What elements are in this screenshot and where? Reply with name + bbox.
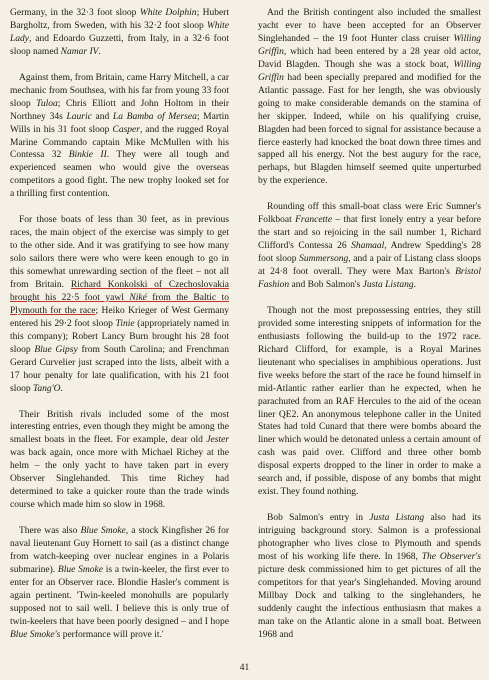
italic-text: Binkie II	[68, 150, 107, 161]
paragraph	[10, 214, 229, 395]
paragraph	[258, 7, 481, 188]
text-run: Though not the most prepossessing entries, they still provided some interesting snippets of information for the enthusiasts following the build-up to the 1972 race. Richard Clifford, for example, is a Royal Marines lieutenant who specialises in amphibious operations. Just five weeks before the start of the race he found himself in mid-Atlantic rather earlier than he expected, when he parachuted from an RAF Hercules to the aid of the ocean liner QE2. An anonymous telephone caller in the United States had told Cunard that there were bombs aboard the liner which would be detonated unless a certain amount of cash was paid over. Clifford and three other bomb disposal experts dropped to the liner in order to make a search and, if possible, dispose of any bombs that might exist. They found nothing.	[258, 305, 481, 498]
italic-text: Justa Listang	[369, 513, 425, 524]
italic-text: Blue Smoke	[80, 526, 126, 537]
italic-text: Jester	[206, 435, 229, 446]
italic-text: Casper	[112, 124, 140, 135]
underlined-text: Richard Konkolski of Czechoslovakia brought his 22·5 foot yawl	[10, 279, 230, 303]
text-run: (appropriately named in this company); Robert Lancy Burn brought his 28 foot sloop	[10, 318, 229, 355]
text-run: is a twin-keeler, the first ever to enter for an Observer race. Blondie Hasler's comment is again pertinent. 'Twin-keeled monohulls are popularly supposed not to sail well. I believe this is only true of twin-keelers that have been poorly designed – and I hope	[10, 564, 230, 627]
text-run: Their British rivals included some of the most interesting entries, even though they might be among the smallest boats in the fleet. For example, dear old	[10, 409, 229, 446]
text-run: , Andrew Spedding's 28 foot sloop	[258, 241, 481, 265]
italic-text: Tang'O	[32, 383, 61, 394]
text-run: Against them, from Britain, came Harry Mitchell, a car mechanic from Southsea, with his far from young 33 foot sloop	[10, 72, 229, 109]
right-column	[258, 7, 481, 642]
text-run: performance will prove it.'	[60, 629, 164, 640]
text-run: .	[413, 280, 416, 290]
text-run: was back again, once more with Michael Richey at the helm – the only yacht to have taken part in every Observer Singlehanded. This time Richey had determined to take a quicker route than the trade winds course which made him so slow in 1968.	[10, 448, 229, 511]
underlined-text: from the Baltic to Plymouth for the race	[10, 292, 229, 316]
italic-text: White Lady	[10, 20, 229, 44]
italic-text: The Observer's	[421, 551, 481, 562]
italic-text: Francette	[295, 215, 333, 226]
text-run: , which had been entered by a 28 year old actor, David Blagden. Though she was a stock boat,	[258, 46, 481, 70]
text-run: ; Chris Elliott and John Holtom in their Northney 34s	[10, 98, 229, 122]
text-run: , and the rugged Royal Marine Commando captain Mike McMullen with his Contessa 32	[10, 124, 229, 161]
italic-text: Justa Listang	[362, 280, 414, 290]
text-run: Bob Salmon's entry in	[267, 513, 370, 524]
italic-text: Tuloa	[36, 98, 58, 109]
text-run: – that first lonely entry a year before the start and so rejoicing in the sail number 1, Richard Clifford's Contessa 26	[258, 215, 482, 252]
italic-text: Blue Smoke's	[10, 629, 61, 640]
text-run: And the British contingent also included the smallest yacht ever to have been accepted for an Observer Singlehanded – the 19 foot Hunter class cruiser	[258, 8, 481, 44]
text-run: ; Martin Wills in his 31 foot sloop	[10, 111, 230, 135]
italic-text: Willing Griffin	[258, 59, 481, 83]
text-run: , and a pair of Listang class sloops at 24·8 foot overall. They were Max Barton's	[258, 254, 481, 278]
text-run: from South Carolina; and Frenchman Gerard Curvelier just scraped into the lists, albeit with a 17 hour penalty for late qualification, with his 21 foot sloop	[10, 344, 229, 394]
left-column	[10, 7, 229, 642]
text-run: ; Hubert Bargholtz, from Sweden, with his 32·2 foot sloop	[10, 8, 229, 31]
italic-text: Shamaal	[351, 241, 385, 252]
text-run: , and Edoardo Guzzetti, from Italy, in a 32·6 foot sloop named	[10, 33, 229, 57]
italic-text: La Bamba of Mersea	[112, 111, 197, 122]
italic-text: Willing Griffin	[258, 33, 481, 57]
text-run: Germany, in the 32·3 foot sloop	[10, 8, 140, 18]
text-run: also had its intriguing background story. Salmon is a professional photographer who lives close to Plymouth and spends most of his working life there. In 1968,	[258, 513, 481, 562]
text-run: picture desk commissioned him to get pictures of all the competitors for that year's Singlehanded. Moving around Millbay Dock and talking to the singlehanders, he suddenly caught the infectious enthusiasm that makes a man take on the Atlantic alone in a small boat. Between 1968 and	[258, 564, 481, 640]
text-run: Rounding off this small-boat class were Eric Sumner's Folkboat	[258, 202, 481, 226]
italic-text: Lauric	[66, 111, 92, 122]
italic-text: Bristol Fashion	[258, 267, 481, 290]
page-number: 41	[239, 663, 250, 673]
text-run: ; Heiko Krieger of West Germany entered his 29·2 foot sloop	[10, 305, 229, 329]
paragraph	[258, 512, 481, 642]
paragraph	[258, 201, 481, 292]
text-run: and	[91, 111, 113, 122]
text-run: , a stock Kingfisher 26 for naval lieutenant Guy Hornett to sail (as a distinct change from watch-keeping over nuclear engines in a Polaris submarine).	[10, 526, 229, 575]
text-run: and Bob Salmon's	[289, 280, 363, 290]
italic-text: Summersong	[299, 254, 349, 265]
paragraph	[10, 525, 229, 642]
paragraph	[10, 7, 229, 59]
paragraph	[258, 305, 481, 499]
italic-text: White Dolphin	[139, 8, 197, 18]
italic-text: Blue Smoke	[57, 564, 103, 575]
italic-text: Tinie	[115, 318, 135, 329]
text-run: For those boats of less than 30 feet, as in previous races, the main object of the exercise was simply to get to the other side. And it was gratifying to see how many solo sailors there were who were keen enough to go in this somewhat unrewarding section of the fleet – not all from Britain.	[10, 215, 229, 290]
underlined-text: Niké	[129, 292, 147, 303]
text-run: had been specially prepared and modified for the Atlantic passage. Fast for her length, she was obviously going to make considerable demands on the stamina of her skipper. Indeed, while on his qualifying cruise, Blagden had been forced to signal for assistance because a fierce easterly had knocked the boat down three times and sapped all his energy. Not the best augury for the race, perhaps, but Blagden himself seemed quite unperturbed by the experience.	[258, 72, 481, 187]
text-run: .	[60, 383, 63, 394]
paragraph	[10, 409, 229, 513]
text-run: .	[98, 46, 101, 57]
paragraph	[10, 72, 229, 202]
italic-text: Blue Gipsy	[34, 344, 78, 355]
text-run: . They were all tough and experienced seamen who would give the overseas competitors a good fight. The new trophy looked set for a thrilling first contention.	[10, 150, 229, 200]
italic-text: Namar IV	[60, 46, 99, 57]
text-run: There was also	[19, 526, 81, 537]
